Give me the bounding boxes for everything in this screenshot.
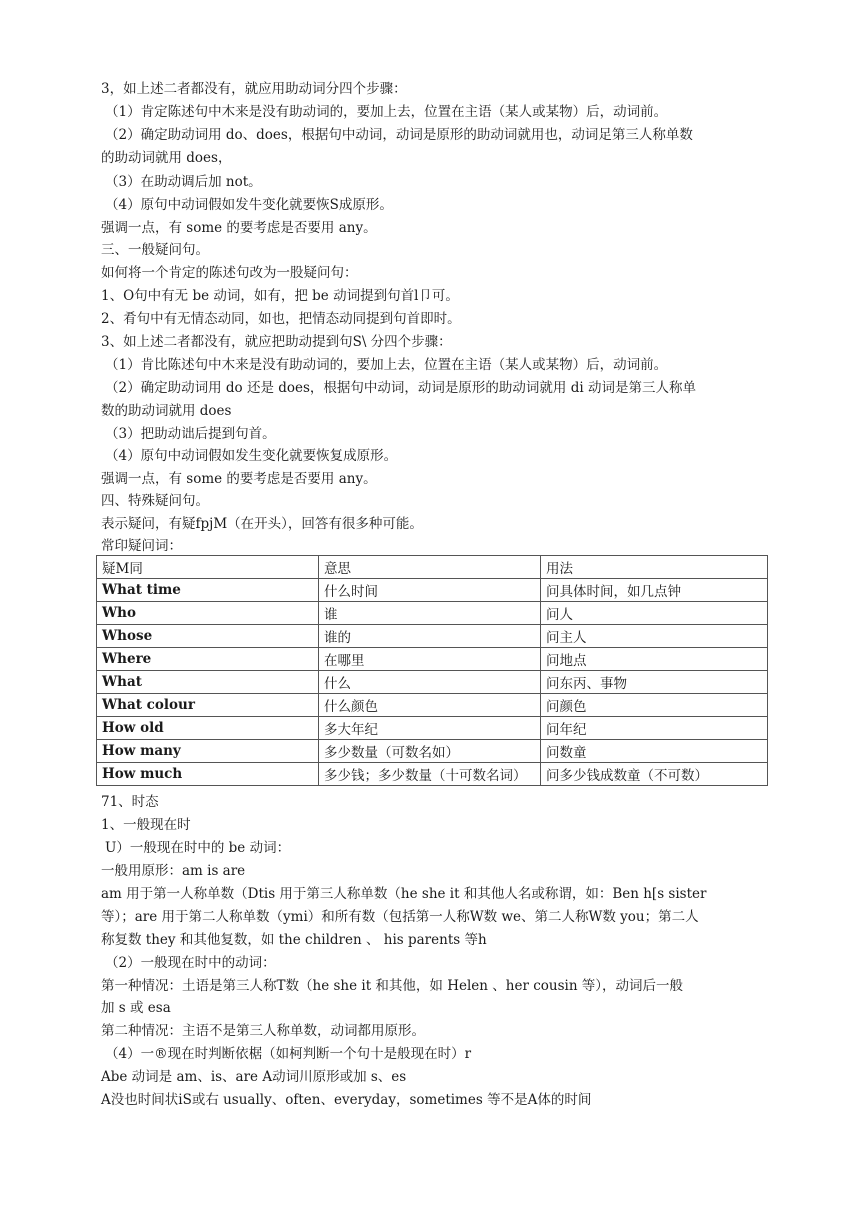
table-row bbox=[97, 671, 768, 694]
text-line: 数的助动词就用 does bbox=[101, 403, 232, 419]
table-cell: 问具体时间，如几点钟 bbox=[541, 579, 768, 602]
text-line: （2）一般现在时中的动词： bbox=[105, 955, 276, 971]
table-cell: 什么时间 bbox=[319, 579, 541, 602]
table-cell: 谁 bbox=[319, 602, 541, 625]
table-cell: 在哪里 bbox=[319, 648, 541, 671]
table-cell: Whose bbox=[97, 625, 319, 648]
table-row bbox=[97, 740, 768, 763]
table-row bbox=[97, 579, 768, 602]
text-line: （4）原句中动词假如发牛变化就要恢S成原形。 bbox=[105, 197, 393, 213]
table-cell: Who bbox=[97, 602, 319, 625]
table-cell: 什么 bbox=[319, 671, 541, 694]
text-line: 第一种情况：土语是第三人称T数（he she it 和其他，如 Helen 、her cousin 等），动词后一般 bbox=[101, 978, 684, 994]
table-row bbox=[97, 717, 768, 740]
table-header-cell: 疑M同 bbox=[97, 556, 319, 579]
section-heading: 四、特殊疑问句。 bbox=[101, 493, 209, 509]
text-line: 强调一点，有 some 的要考虑是否要用 any。 bbox=[101, 471, 377, 487]
table-cell: 问多少钱成数童（不可数） bbox=[541, 763, 768, 786]
text-line: （1）肯比陈述句中木来是没有助动词的，要加上去，位置在主语（某人或某物）后，动词前。 bbox=[105, 357, 668, 373]
question-words-table bbox=[96, 555, 768, 786]
text-line: 常印疑问词： bbox=[101, 538, 182, 554]
text-line: 1、O句中有无 be 动词，如有，把 be 动词提到句首l卩可。 bbox=[101, 288, 459, 304]
table-cell: How many bbox=[97, 740, 319, 763]
text-line: 一般用原形：am is are bbox=[101, 863, 246, 879]
table-cell: 多少钱；多少数量（十可数名词） bbox=[319, 763, 541, 786]
table-header-cell: 意思 bbox=[319, 556, 541, 579]
table-cell: 谁的 bbox=[319, 625, 541, 648]
table-row bbox=[97, 625, 768, 648]
text-line: （2）确定助动词用 do、does，根据句中动词，动词是原形的助动词就用也，动词足第三人称单数 bbox=[105, 127, 693, 143]
text-line: U）一般现在时中的 be 动词： bbox=[105, 840, 291, 856]
text-line: Abe 动词是 am、is、are A动词川原形或加 s、es bbox=[101, 1069, 407, 1085]
table-cell: 问东丙、事物 bbox=[541, 671, 768, 694]
text-line: 3、如上述二者都没有，就应把助动提到句S\ 分四个步骤： bbox=[101, 334, 452, 350]
text-line: 加 s 或 esa bbox=[101, 1000, 171, 1016]
text-line: 如何将一个肯定的陈述句改为一股疑问句： bbox=[101, 265, 358, 281]
text-line: 1、一般现在时 bbox=[101, 817, 191, 833]
table-cell: 问人 bbox=[541, 602, 768, 625]
text-line: am 用于第一人称单数（Dtis 用于第三人称单数（he she it 和其他人名或称谓，如：Ben h[s sister bbox=[101, 886, 707, 902]
text-line: 等）；are 用于第二人称单数（ymi）和所有数（包括第一人称W数 we、第二人称W数 you；第二人 bbox=[101, 909, 699, 925]
text-line: （4）一®现在时判断依椐（如柯判断一个句十是般现在时）r bbox=[105, 1046, 472, 1062]
table-cell: What bbox=[97, 671, 319, 694]
table-cell: 多少数量（可数名如） bbox=[319, 740, 541, 763]
table-header-row bbox=[97, 556, 768, 579]
table-header-cell: 用法 bbox=[541, 556, 768, 579]
table-cell: 问数童 bbox=[541, 740, 768, 763]
text-line: 强调一点，有 some 的要考虑是否要用 any。 bbox=[101, 220, 377, 236]
text-line: 的助动词就用 does， bbox=[101, 150, 232, 166]
table-cell: 问颜色 bbox=[541, 694, 768, 717]
text-line: （3）在助动调后加 not。 bbox=[105, 174, 262, 190]
table-cell: What colour bbox=[97, 694, 319, 717]
text-line: 称复数 they 和其他复数，如 the children 、 his parents 等h bbox=[101, 932, 487, 948]
table-row bbox=[97, 763, 768, 786]
table-cell: How much bbox=[97, 763, 319, 786]
table-cell: 问年纪 bbox=[541, 717, 768, 740]
text-line: （2）确定助动词用 do 还是 does，根据句中动词，动词是原形的助动词就用 di 动词是第三人称单 bbox=[105, 380, 696, 396]
text-line: A没也时间状iS或右 usually、often、everyday，sometimes 等不是A体的时间 bbox=[101, 1092, 592, 1108]
text-line: 3，如上述二者都没有，就应用助动词分四个步骤： bbox=[101, 81, 407, 97]
section-heading: 71、时态 bbox=[101, 794, 159, 810]
table-cell: What time bbox=[97, 579, 319, 602]
text-line: 表示疑问，有疑fpjM（在开头），回答有很多种可能。 bbox=[101, 516, 423, 532]
table-cell: Where bbox=[97, 648, 319, 671]
text-line: （1）肯定陈述句中木来是没有助动词的，要加上去，位置在主语（某人或某物）后，动词前。 bbox=[105, 104, 668, 120]
section-heading: 三、一般疑问句。 bbox=[101, 242, 209, 258]
table-row bbox=[97, 648, 768, 671]
text-line: （4）原句中动词假如发生变化就要恢复成原形。 bbox=[105, 448, 398, 464]
text-line: （3）把助动诎后提到句首。 bbox=[105, 426, 276, 442]
table-cell: 问地点 bbox=[541, 648, 768, 671]
text-line: 第二种情况：主语不是第三人称单数，动词都用原形。 bbox=[101, 1023, 425, 1039]
table-cell: 多大年纪 bbox=[319, 717, 541, 740]
text-line: 2、肴句中有无情态动同，如也，把情态动同提到句首即时。 bbox=[101, 311, 461, 327]
table-cell: 问主人 bbox=[541, 625, 768, 648]
table-cell: 什么颜色 bbox=[319, 694, 541, 717]
table-row bbox=[97, 694, 768, 717]
table-cell: How old bbox=[97, 717, 319, 740]
table-row bbox=[97, 602, 768, 625]
